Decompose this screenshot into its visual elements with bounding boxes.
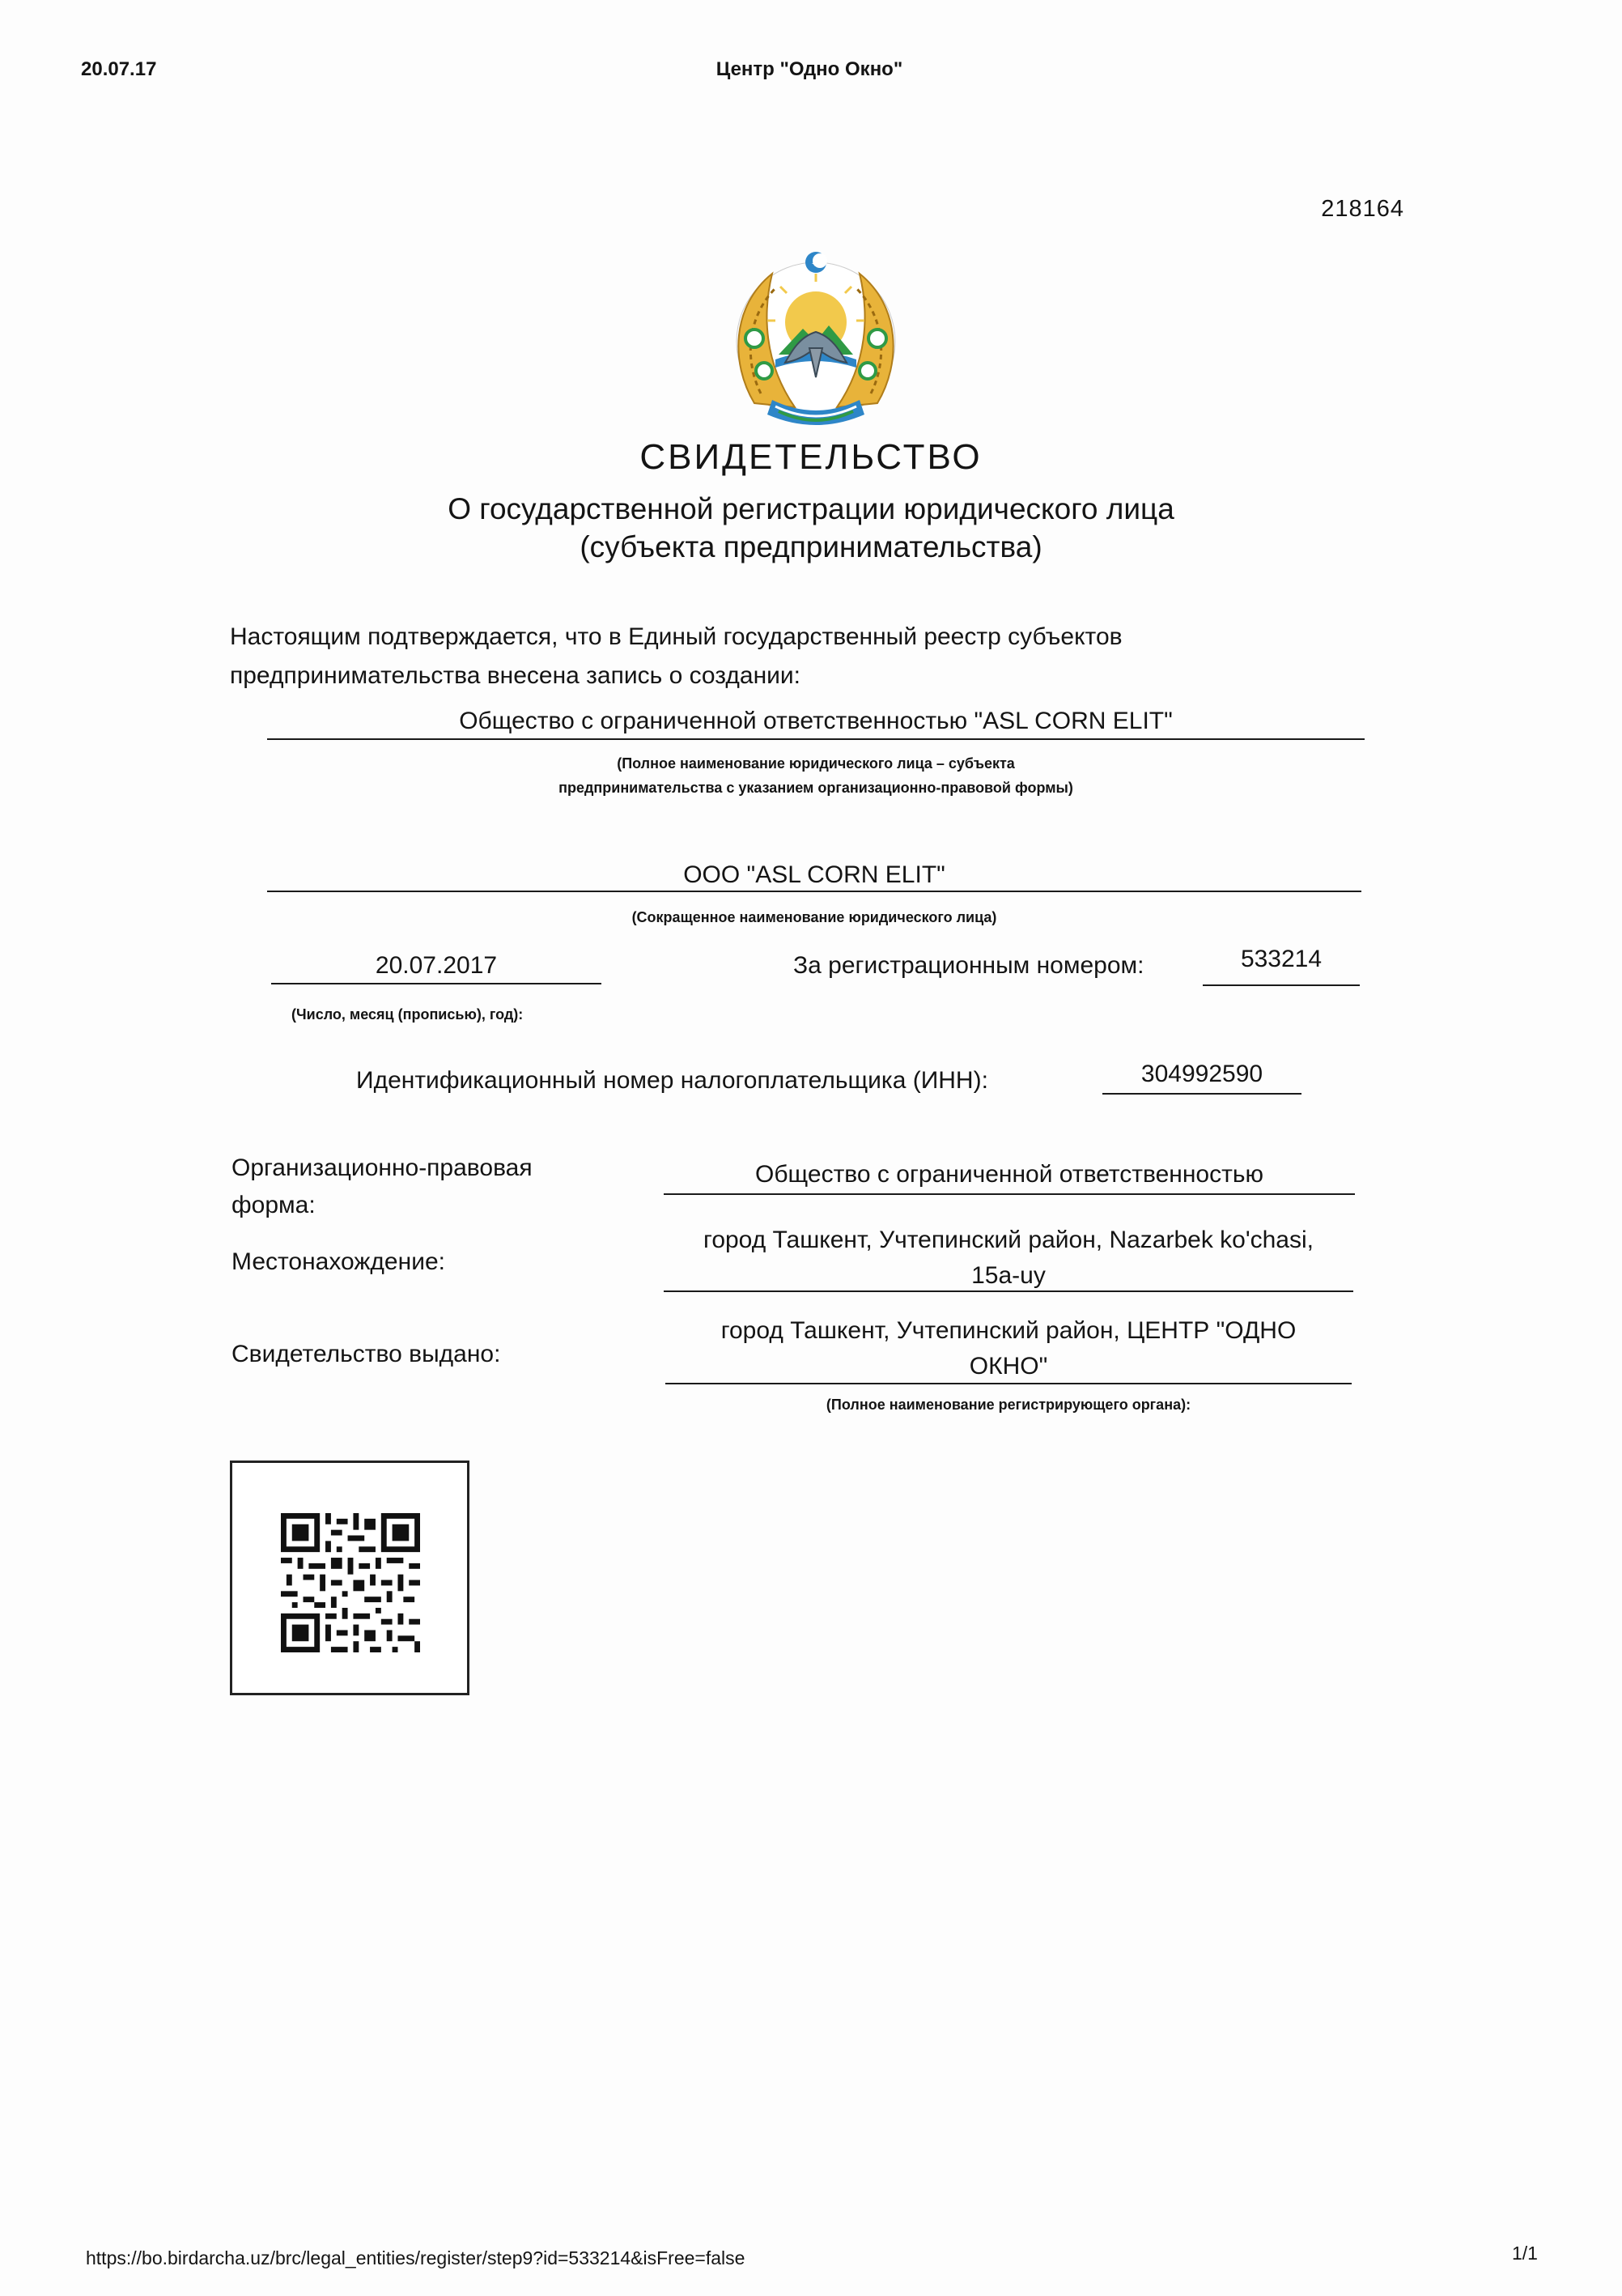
registration-date-caption: (Число, месяц (прописью), год): [291,1006,524,1023]
registration-number-label: За регистрационным номером: [793,952,1144,979]
legal-form-label-line2: форма: [231,1192,316,1218]
full-name-caption-line2: предпринимательства с указанием организационно-правовой формы) [558,780,1073,796]
issued-by-line2: ОКНО" [969,1353,1048,1380]
location-value [664,1222,1353,1292]
full-name-value: Общество с ограниченной ответственностью "ASL CORN ELIT" [267,708,1365,740]
footer-page: 1/1 [1512,2243,1538,2264]
issued-by-line1: город Ташкент, Учтепинский район, ЦЕНТР "ОДНО [720,1317,1297,1344]
emblem-icon [722,241,910,429]
short-name-value: ООО "ASL CORN ELIT" [267,861,1361,892]
inn-label: Идентификационный номер налогоплательщика (ИНН): [356,1067,988,1094]
registration-date: 20.07.2017 [271,952,601,984]
legal-form-label-line1: Организационно-правовая [231,1154,533,1181]
svg-text:✦: ✦ [811,260,818,269]
intro-line1: Настоящим подтверждается, что в Единый государственный реестр субъектов [230,623,1123,650]
intro-line2: предпринимательства внесена запись о создании: [230,662,800,689]
registration-number: 533214 [1203,946,1360,986]
footer-url: https://bo.birdarcha.uz/brc/legal_entities/register/step9?id=533214&isFree=false [86,2247,745,2268]
location-line2: 15a-uy [971,1262,1046,1289]
document-number: 218164 [1321,196,1404,222]
issued-by-value [665,1313,1352,1384]
qr-code-icon [281,1513,420,1652]
short-name-caption: (Сокращенное наименование юридического лица) [631,909,997,925]
full-name-caption-line1: (Полное наименование юридического лица – субъекта [617,755,1015,772]
location-label: Местонахождение: [231,1248,445,1275]
inn-value: 304992590 [1102,1061,1301,1095]
print-date: 20.07.17 [81,58,157,80]
legal-form-label [231,1150,533,1224]
document-title: СВИДЕТЕЛЬСТВО [639,437,983,477]
qr-code-frame [230,1461,469,1695]
subtitle-line2: (субъекта предпринимательства) [580,530,1042,563]
issued-by-caption: (Полное наименование регистрирующего органа): [826,1397,1191,1413]
legal-form-value: Общество с ограниченной ответственностью [664,1161,1355,1195]
location-line1: город Ташкент, Учтепинский район, Nazarbek ko'chasi, [703,1227,1314,1253]
subtitle-line1: О государственной регистрации юридического лица [448,492,1174,525]
issued-by-label: Свидетельство выдано: [231,1341,501,1367]
print-header-title: Центр "Одно Окно" [715,58,903,80]
state-emblem [722,241,910,429]
